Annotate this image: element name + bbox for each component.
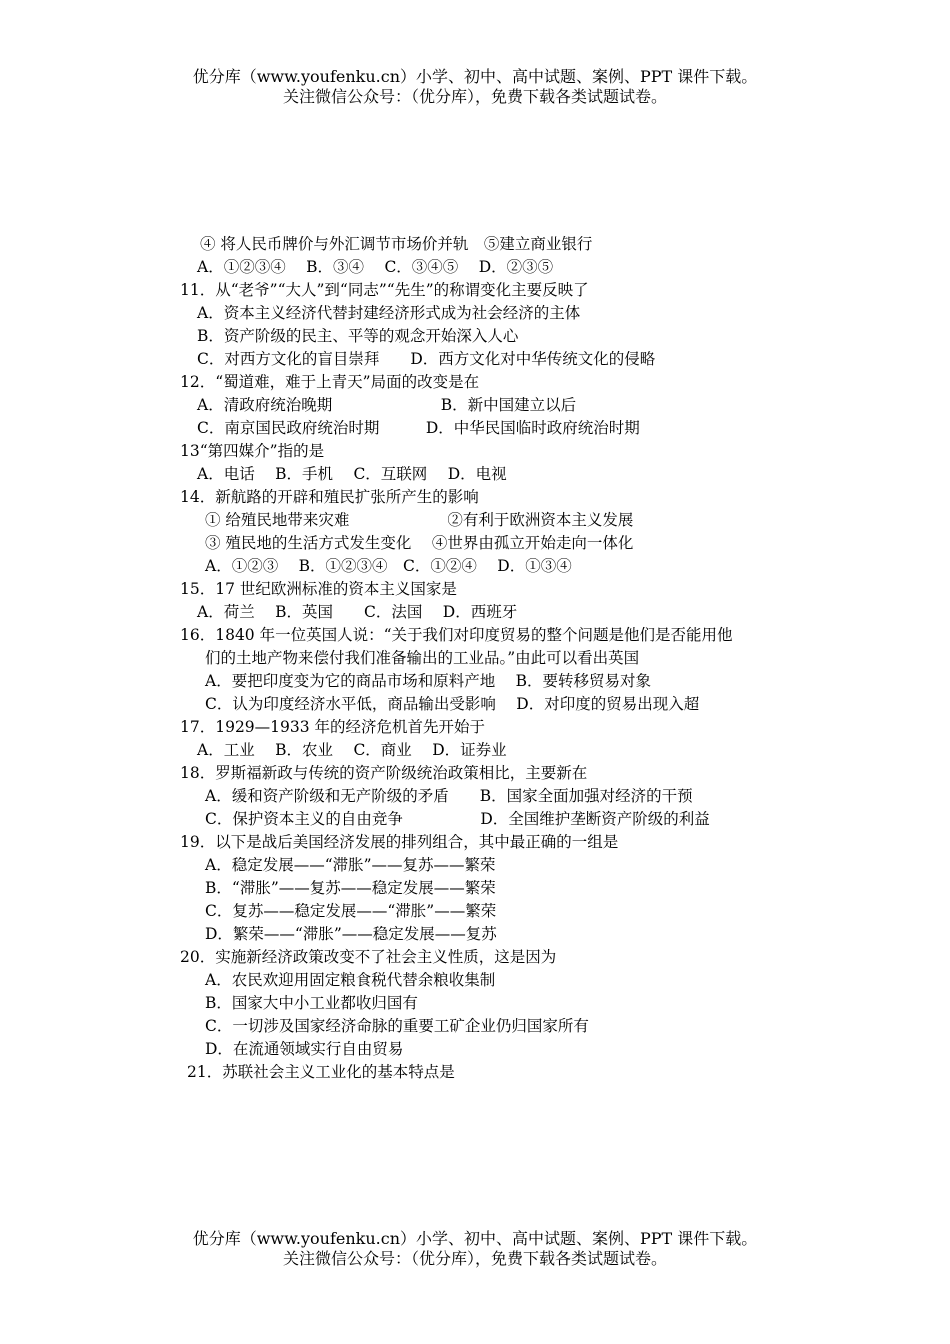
text-line: A．①②③ B．①②③④ C．①②④ D．①③④ [205,557,572,575]
text-line: ① 给殖民地带来灾难 ②有利于欧洲资本主义发展 [205,511,634,529]
text-line: 21．苏联社会主义工业化的基本特点是 [187,1063,455,1081]
text-line: A．工业 B．农业 C．商业 D．证券业 [197,741,507,759]
text-line: 18．罗斯福新政与传统的资产阶级统治政策相比，主要新在 [180,764,588,782]
text-line: B．资产阶级的民主、平等的观念开始深入人心 [197,327,519,345]
text-line: B．“滞胀”——复苏——稳定发展——繁荣 [205,879,496,897]
text-line: ③ 殖民地的生活方式发生变化 ④世界由孤立开始走向一体化 [205,534,634,552]
text-line: A．农民欢迎用固定粮食税代替余粮收集制 [205,971,496,989]
text-line: C．保护资本主义的自由竞争 D．全国维护垄断资产阶级的利益 [205,810,710,828]
text-line: C．对西方文化的盲目崇拜 D．西方文化对中华传统文化的侵略 [197,350,656,368]
text-line: 17．1929—1933 年的经济危机首先开始于 [180,718,486,736]
text-line: 11．从“老爷”“大人”到“同志”“先生”的称谓变化主要反映了 [180,281,589,299]
text-line: A．清政府统治晚期 B．新中国建立以后 [197,396,577,414]
text-line: 14．新航路的开辟和殖民扩张所产生的影响 [180,488,479,506]
text-line: A．资本主义经济代替封建经济形式成为社会经济的主体 [197,304,581,322]
text-line: 20．实施新经济政策改变不了社会主义性质，这是因为 [180,948,557,966]
text-line: C．一切涉及国家经济命脉的重要工矿企业仍归国家所有 [205,1017,589,1035]
footer-line-1: 优分库（www.youfenku.cn）小学、初中、高中试题、案例、PPT 课件下载。 [192,1229,758,1248]
footer-line-2: 关注微信公众号：（优分库），免费下载各类试题试卷。 [282,1249,667,1268]
text-line: A．缓和资产阶级和无产阶级的矛盾 B．国家全面加强对经济的干预 [205,787,693,805]
text-line: 12．“蜀道难，难于上青天”局面的改变是在 [180,373,480,391]
text-line: A．荷兰 B．英国 C．法国 D．西班牙 [197,603,518,621]
text-line: C．认为印度经济水平低，商品输出受影响 D．对印度的贸易出现入超 [205,695,700,713]
page-header [0,67,950,107]
text-line: D．在流通领域实行自由贸易 [205,1040,404,1058]
text-line: C．复苏——稳定发展——“滞胀”——繁荣 [205,902,497,920]
text-line: A．①②③④ B．③④ C．③④⑤ D．②③⑤ [197,258,554,276]
header-line-1: 优分库（www.youfenku.cn）小学、初中、高中试题、案例、PPT 课件下载。 [192,67,758,86]
text-line: ④ 将人民币牌价与外汇调节市场价并轨 ⑤建立商业银行 [200,235,593,253]
text-line: 16．1840 年一位英国人说：“关于我们对印度贸易的整个问题是他们是否能用他 [180,626,733,644]
text-line: A．要把印度变为它的商品市场和原料产地 B．要转移贸易对象 [205,672,652,690]
text-line: A．稳定发展——“滞胀”——复苏——繁荣 [205,856,496,874]
text-line: D．繁荣——“滞胀”——稳定发展——复苏 [205,925,497,943]
text-line: C．南京国民政府统治时期 D．中华民国临时政府统治时期 [197,419,640,437]
text-line: 13“第四媒介”指的是 [180,442,325,460]
text-line: A．电话 B．手机 C．互联网 D．电视 [197,465,507,483]
text-line: 15．17 世纪欧洲标准的资本主义国家是 [180,580,457,598]
text-line: 们的土地产物来偿付我们准备输出的工业品。”由此可以看出英国 [205,649,640,667]
text-line: B．国家大中小工业都收归国有 [205,994,418,1012]
text-line: 19．以下是战后美国经济发展的排列组合，其中最正确的一组是 [180,833,619,851]
header-line-2: 关注微信公众号：（优分库），免费下载各类试题试卷。 [282,87,667,106]
page-footer [0,1229,950,1269]
